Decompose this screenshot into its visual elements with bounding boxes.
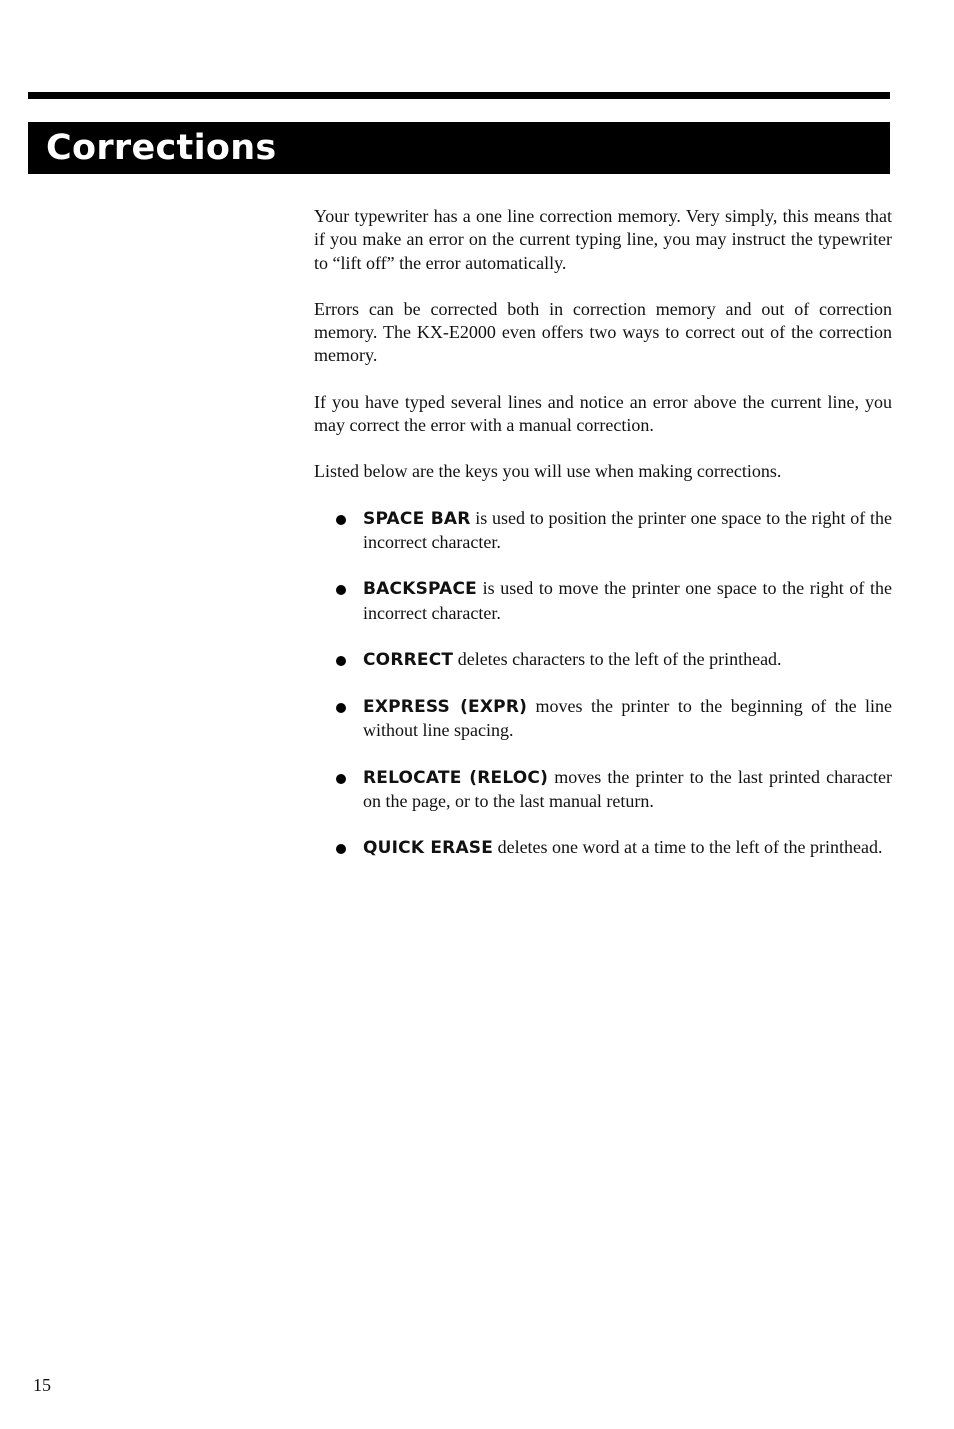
- keys-intro-paragraph: Listed below are the keys you will use when making corrections.: [314, 461, 782, 482]
- list-item-backspace: [314, 577, 892, 625]
- list-item-express: [314, 695, 892, 743]
- key-name: EXPRESS (EXPR): [363, 697, 528, 718]
- key-description: moves the printer to the beginning of the line without line spacing.: [363, 696, 892, 741]
- bullet-icon: [336, 703, 346, 713]
- correction-keys-list: [314, 507, 892, 861]
- section-title: Corrections: [46, 128, 277, 168]
- key-description: is used to position the printer one space to the right of the incorrect character.: [363, 507, 892, 552]
- key-name: SPACE BAR: [363, 508, 471, 529]
- key-name: CORRECT: [363, 649, 454, 670]
- key-description: deletes one word at a time to the left of the printhead.: [497, 837, 883, 858]
- list-item-space-bar: [314, 507, 892, 555]
- key-name: QUICK ERASE: [363, 838, 494, 859]
- key-name: BACKSPACE: [363, 579, 477, 600]
- key-name: RELOCATE (RELOC): [363, 767, 549, 788]
- section-title-bar: [28, 122, 890, 174]
- bullet-icon: [336, 515, 346, 525]
- manual-correction-paragraph: If you have typed several lines and notice an error above the current line, you may correct the error with a manual correction.: [314, 391, 892, 436]
- bullet-icon: [336, 844, 346, 854]
- key-description: moves the printer to the last printed character on the page, or to the last manual return.: [363, 766, 893, 812]
- bullet-icon: [336, 656, 346, 666]
- bullet-icon: [336, 774, 346, 784]
- list-item-correct: [314, 648, 892, 672]
- list-item-relocate: [314, 766, 892, 814]
- bullet-icon: [336, 585, 346, 595]
- list-item-quick-erase: [314, 836, 892, 860]
- key-description: is used to move the printer one space to the right of the incorrect character.: [363, 578, 893, 623]
- body-content: [314, 205, 892, 884]
- top-rule: [28, 92, 890, 99]
- intro-paragraph: Your typewriter has a one line correction memory. Very simply, this means that if you make an error on the current typing line, you may instruct the typewriter to “lift off” the error automatically.: [314, 206, 892, 273]
- key-description: deletes characters to the left of the printhead.: [457, 648, 782, 669]
- page-number: 15: [33, 1375, 51, 1395]
- correction-memory-paragraph: Errors can be corrected both in correction memory and out of correction memory. The KX-E2000 even offers two ways to correct out of the correction memory.: [314, 298, 892, 366]
